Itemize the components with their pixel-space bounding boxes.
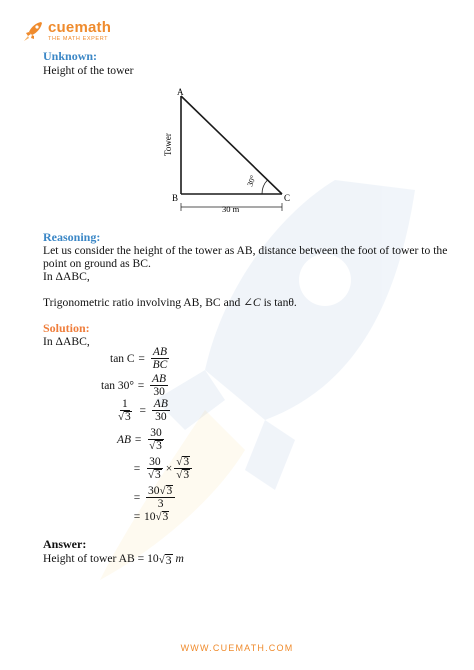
rocket-icon [22,20,44,42]
unknown-heading: Unknown: [43,49,98,63]
eq5-fraction-1: 30 √ 3 [148,456,161,481]
unknown-text: Height of the tower [43,64,134,77]
eq3-lhs-fraction: 1 √ 3 [118,398,131,423]
eq2-lhs: tan 30° [101,379,135,392]
equation-6: = 30 √ 3 3 [130,485,177,510]
reasoning-heading: Reasoning: [43,230,101,244]
answer-text: Height of tower AB = 10 √ 3 m [43,552,184,567]
equation-7: = 10 √ 3 [133,511,169,523]
eq6-fraction: 30 √ 3 3 [146,485,175,510]
triangle-diagram [150,86,300,214]
base-length-label: 30 m [222,204,240,214]
angle-label: 30° [245,174,258,188]
tan-theta: tanθ [274,296,294,309]
angle-arc [262,180,268,194]
vertex-b-label: B [172,193,179,203]
ratio-period: . [293,296,297,309]
equation-2: tan 30° = $\frac{AB}{30}$ [101,373,167,398]
eq4-fraction: 30 √ 3 [149,427,162,452]
eq1-fraction: $\frac{AB}{BC}$ [152,346,168,371]
answer-heading: Answer: [43,537,87,551]
eq3-fraction: $\frac{AB}{30}$ [153,398,168,423]
reasoning-line-4 [43,296,297,310]
times-sign: × [165,462,173,475]
reasoning-line-3: In ΔABC, [43,270,90,283]
eq4-lhs: AB [117,433,132,446]
cuemath-logo [22,20,111,43]
vertex-c-label: C [284,193,291,203]
equation-4: AB = 30 √ 3 [117,427,167,452]
reasoning-line-1: Let us consider the height of the tower as AB, distance between the foot of tower to the [43,244,448,257]
equation-3: 1 √ 3 = $\frac{AB}{30}$ [118,398,168,423]
ratio-prefix: Trigonometric ratio involving AB, BC and [43,296,241,309]
triangle-figure [150,86,300,214]
tower-label: Tower [163,133,173,156]
brand-name: cuemath [48,19,112,36]
equation-5: = 30 √ 3 × √ 3 √ 3 [130,456,194,481]
solution-intro: In ΔABC, [43,335,90,348]
brand-tagline: THE MATH EXPERT [48,36,109,42]
vertex-a-label: A [177,87,184,97]
side-ac [181,96,282,194]
reasoning-line-2: point on ground as BC. [43,257,151,270]
solution-heading: Solution: [43,321,90,335]
footer-url: WWW.CUEMATH.COM [180,643,294,653]
eq5-fraction-2: √ 3 √ 3 [174,456,192,481]
angle-c: ∠C [243,296,261,309]
eq1-lhs: tan C [110,352,135,365]
equation-1: tan C = $\frac{AB}{BC}$ [110,346,168,371]
eq2-fraction: $\frac{AB}{30}$ [152,373,167,398]
ratio-is: is [260,296,275,309]
